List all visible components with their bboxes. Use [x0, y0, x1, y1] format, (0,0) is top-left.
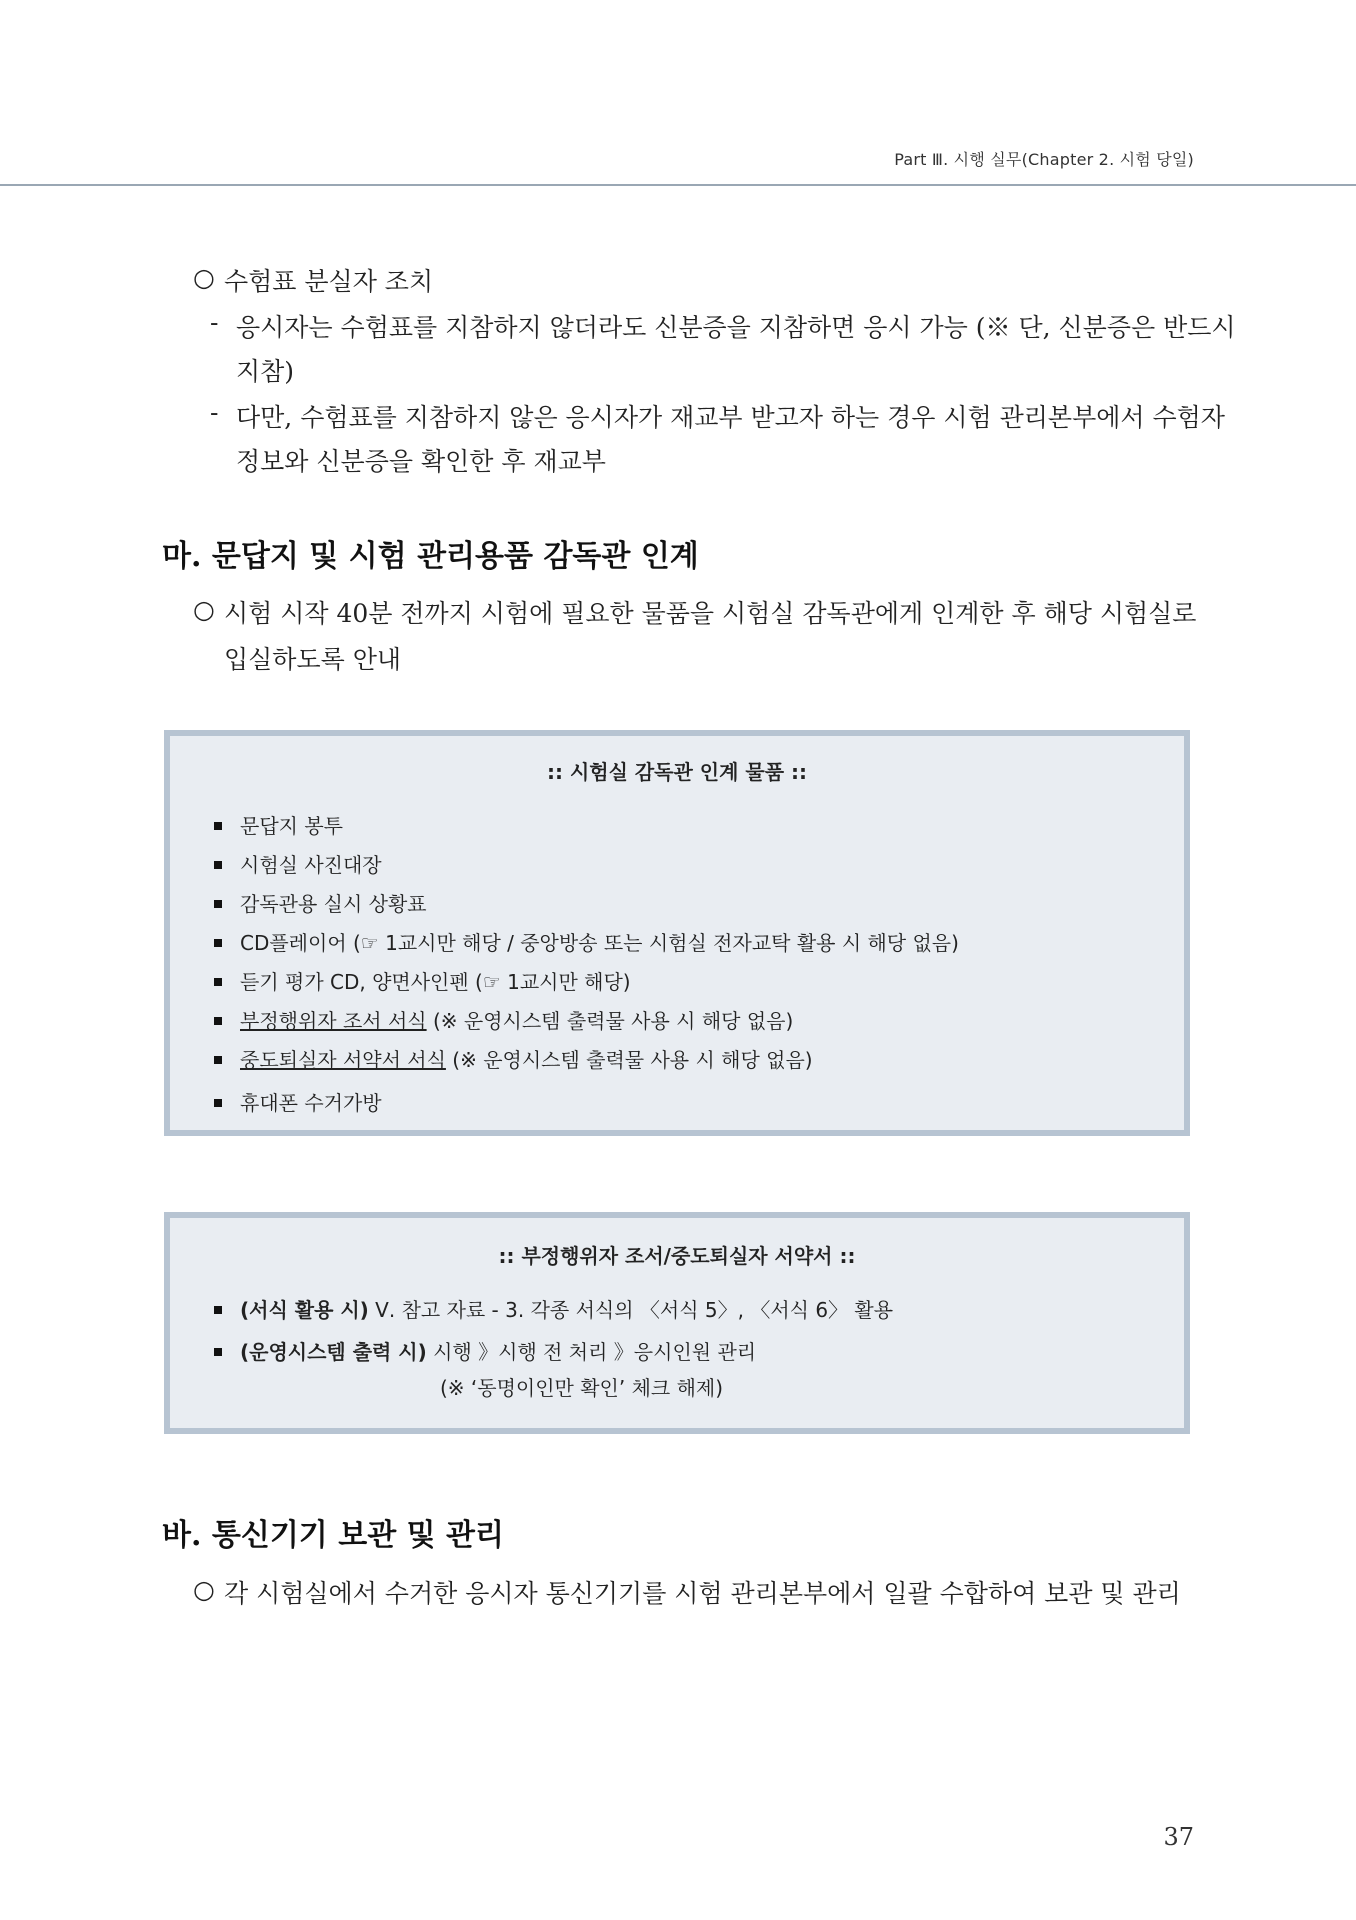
square-bullet-icon — [214, 861, 222, 869]
square-bullet-icon — [214, 939, 222, 947]
section-ma-text-line1: 시험 시작 40분 전까지 시험에 필요한 물품을 시험실 감독관에게 인계한 후 해당 시험실로 — [224, 599, 1197, 628]
lost-ticket-item-1-line2: 지참) — [236, 357, 295, 386]
handover-items-box — [164, 730, 1190, 1136]
list-item: 중도퇴실자 서약서 서식 (※ 운영시스템 출력물 사용 시 해당 없음) — [214, 1044, 813, 1073]
list-item: CD플레이어 (☞ 1교시만 해당 / 중앙방송 또는 시험실 전자교탁 활용 시 해당 없음) — [214, 927, 959, 956]
header-divider — [0, 184, 1356, 186]
list-item: 감독관용 실시 상황표 — [214, 888, 427, 917]
list-item: 휴대폰 수거가방 — [214, 1087, 382, 1116]
lost-ticket-item-2-line2: 정보와 신분증을 확인한 후 재교부 — [236, 447, 606, 476]
dash-marker: - — [210, 308, 219, 337]
lost-ticket-item-1-line1: 응시자는 수험표를 지참하지 않더라도 신분증을 지참하면 응시 가능 (※ 단, 신분증은 반드시 — [236, 313, 1236, 342]
list-item: 부정행위자 조서 서식 (※ 운영시스템 출력물 사용 시 해당 없음) — [214, 1005, 793, 1034]
square-bullet-icon — [214, 1056, 222, 1064]
bullet-circle: ○ — [193, 595, 215, 624]
list-item: (운영시스템 출력 시) 시행 》시행 전 처리 》응시인원 관리 — [214, 1336, 756, 1365]
form-usage-label: (서식 활용 시) — [240, 1298, 369, 1322]
running-header: Part Ⅲ. 시행 실무(Chapter 2. 시험 당일) — [894, 150, 1194, 169]
list-item: 시험실 사진대장 — [214, 849, 382, 878]
list-item: 문답지 봉투 — [214, 810, 343, 839]
handover-box-title: :: 시험실 감독관 인계 물품 :: — [546, 760, 807, 784]
lost-ticket-title: 수험표 분실자 조치 — [224, 267, 434, 296]
bullet-circle: ○ — [193, 1575, 215, 1604]
section-ba-heading: 바. 통신기기 보관 및 관리 — [162, 1518, 505, 1553]
section-ma-text-line2: 입실하도록 안내 — [224, 645, 401, 674]
form-name-underlined: 중도퇴실자 서약서 서식 — [240, 1048, 446, 1072]
square-bullet-icon — [214, 1348, 222, 1356]
square-bullet-icon — [214, 900, 222, 908]
forms-box — [164, 1212, 1190, 1434]
forms-box-title: :: 부정행위자 조서/중도퇴실자 서약서 :: — [498, 1244, 856, 1268]
list-item: (서식 활용 시) Ⅴ. 참고 자료 - 3. 각종 서식의 〈서식 5〉, 〈서식 6〉 활용 — [214, 1294, 893, 1323]
form-name-underlined: 부정행위자 조서 서식 — [240, 1009, 427, 1033]
page-number: 37 — [1163, 1823, 1194, 1851]
lost-ticket-item-2-line1: 다만, 수험표를 지참하지 않은 응시자가 재교부 받고자 하는 경우 시험 관리본부에서 수험자 — [236, 403, 1225, 432]
system-output-note: (※ ‘동명이인만 확인’ 체크 해제) — [440, 1376, 724, 1400]
square-bullet-icon — [214, 1017, 222, 1025]
section-ba-text: 각 시험실에서 수거한 응시자 통신기기를 시험 관리본부에서 일괄 수합하여 보관 및 관리 — [224, 1579, 1181, 1608]
square-bullet-icon — [214, 1099, 222, 1107]
dash-marker: - — [210, 398, 219, 427]
square-bullet-icon — [214, 978, 222, 986]
square-bullet-icon — [214, 1306, 222, 1314]
square-bullet-icon — [214, 822, 222, 830]
system-output-label: (운영시스템 출력 시) — [240, 1340, 427, 1364]
list-item: 듣기 평가 CD, 양면사인펜 (☞ 1교시만 해당) — [214, 966, 631, 995]
section-ma-heading: 마. 문답지 및 시험 관리용품 감독관 인계 — [162, 539, 699, 574]
bullet-circle: ○ — [193, 263, 215, 292]
